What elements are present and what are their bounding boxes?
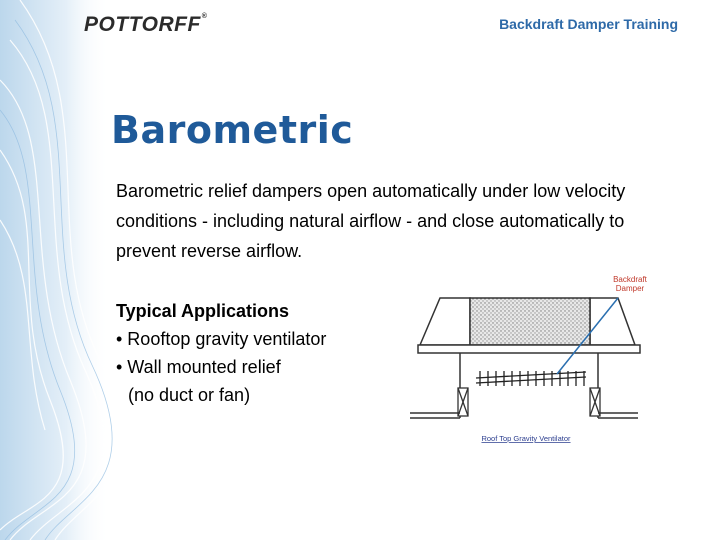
logo-text: POTTORFF [84,13,201,36]
registered-mark: ® [201,13,208,20]
slide-title: Barometric [111,108,354,152]
application-item: • Rooftop gravity ventilator [116,329,327,349]
description-paragraph [116,176,716,266]
backdraft-label-line2: Damper [615,284,645,293]
application-item-note: (no duct or fan) [128,385,251,405]
application-item: • Wall mounted relief [116,357,281,377]
description-line: prevent reverse airflow. [116,241,303,261]
applications-heading: Typical Applications [116,301,290,321]
description-line: Barometric relief dampers open automatically under low velocity [116,181,626,201]
backdraft-label-line1: Backdraft [613,275,647,284]
filter-mesh [470,298,590,345]
curb-left [458,388,468,416]
diagram-caption: Roof Top Gravity Ventilator [481,434,571,443]
gravity-ventilator-diagram [400,270,700,450]
damper-blades [476,371,586,386]
header-title: Backdraft Damper Training [499,16,678,32]
pottorff-logo [84,13,207,37]
typical-applications [116,297,326,409]
description-line: conditions - including natural airflow - and close automatically to [116,211,625,231]
hood-base [418,345,640,353]
curb-right [590,388,600,416]
